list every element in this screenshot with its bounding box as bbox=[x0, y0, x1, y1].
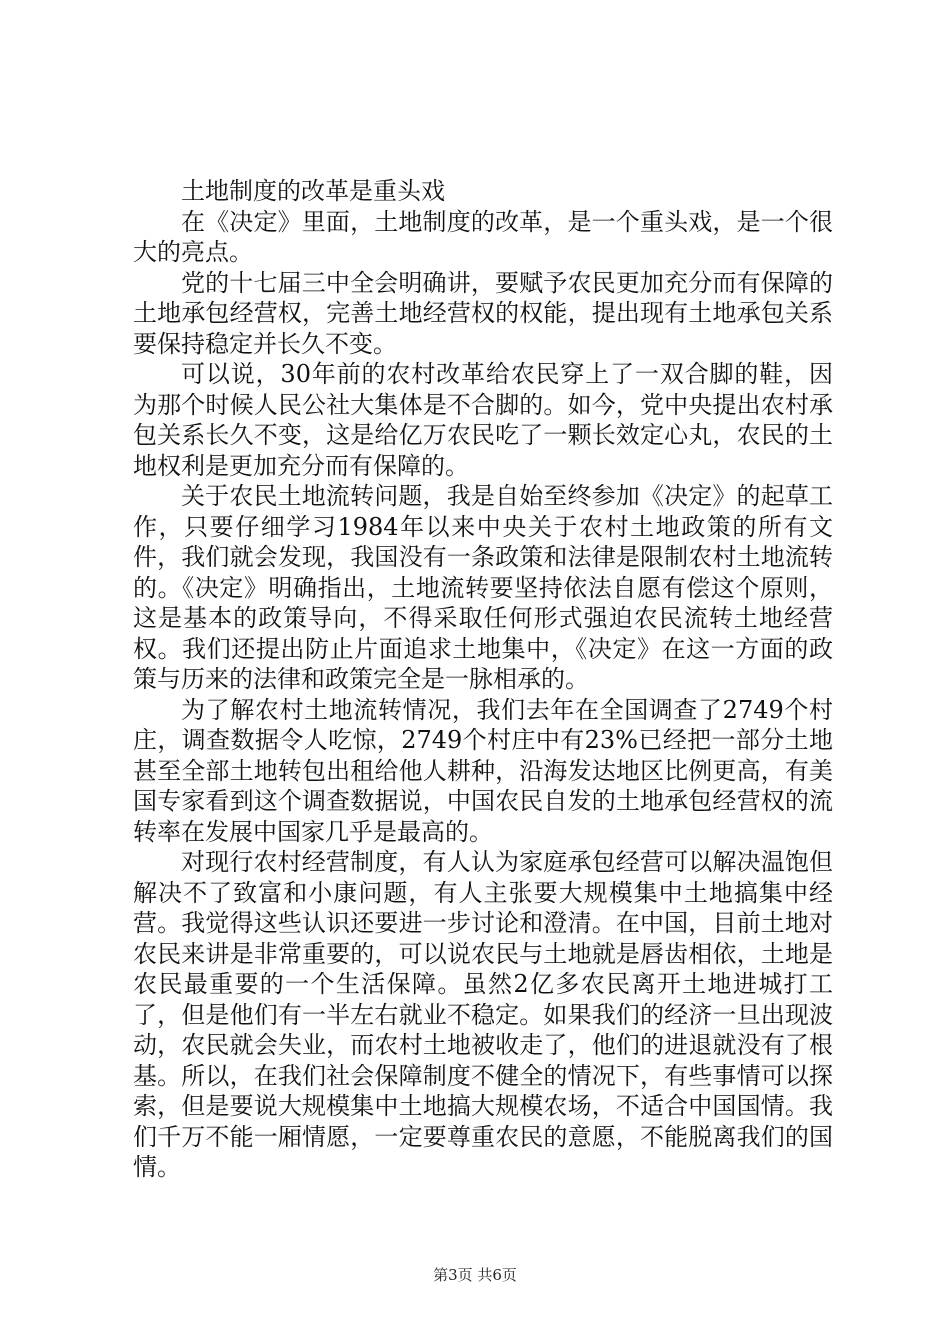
paragraph: 党的十七届三中全会明确讲，要赋予农民更加充分而有保障的土地承包经营权，完善土地经营权的权能，提出现有土地承包关系要保持稳定并长久不变。 bbox=[133, 268, 833, 358]
section-heading: 土地制度的改革是重头戏 bbox=[181, 177, 445, 205]
document-body bbox=[133, 176, 833, 1183]
paragraph: 为了解农村土地流转情况，我们去年在全国调查了2749个村庄，调查数据令人吃惊，2749个村庄中有23%已经把一部分土地甚至全部土地转包出租给他人耕种，沿海发达地区比例更高，有美国专家看到这个调查数据说，中国农民自发的土地承包经营权的流转率在发展中国家几乎是最高的。 bbox=[133, 695, 833, 846]
paragraph: 对现行农村经营制度，有人认为家庭承包经营可以解决温饱但解决不了致富和小康问题，有人主张要大规模集中土地搞集中经营。我觉得这些认识还要进一步讨论和澄清。在中国，目前土地对农民来讲是非常重要的，可以说农民与土地就是唇齿相依，土地是农民最重要的一个生活保障。虽然2亿多农民离开土地进城打工了，但是他们有一半左右就业不稳定。如果我们的经济一旦出现波动，农民就会失业，而农村土地被收走了，他们的进退就没有了根基。所以，在我们社会保障制度不健全的情况下，有些事情可以探索，但是要说大规模集中土地搞大规模农场，不适合中国国情。我们千万不能一厢情愿，一定要尊重农民的意愿，不能脱离我们的国情。 bbox=[133, 848, 833, 1181]
paragraph: 可以说，30年前的农村改革给农民穿上了一双合脚的鞋，因为那个时候人民公社大集体是不合脚的。如今，党中央提出农村承包关系长久不变，这是给亿万农民吃了一颗长效定心丸，农民的土地权利是更加充分而有保障的。 bbox=[133, 360, 833, 480]
paragraph: 关于农民土地流转问题，我是自始至终参加《决定》的起草工作，只要仔细学习1984年以来中央关于农村土地政策的所有文件，我们就会发现，我国没有一条政策和法律是限制农村土地流转的。《决定》明确指出，土地流转要坚持依法自愿有偿这个原则，这是基本的政策导向，不得采取任何形式强迫农民流转土地经营权。我们还提出防止片面追求土地集中，《决定》在这一方面的政策与历来的法律和政策完全是一脉相承的。 bbox=[133, 482, 833, 693]
paragraph: 在《决定》里面，土地制度的改革，是一个重头戏，是一个很大的亮点。 bbox=[133, 207, 833, 266]
page-number-footer: 第3页 共6页 bbox=[433, 1266, 517, 1284]
